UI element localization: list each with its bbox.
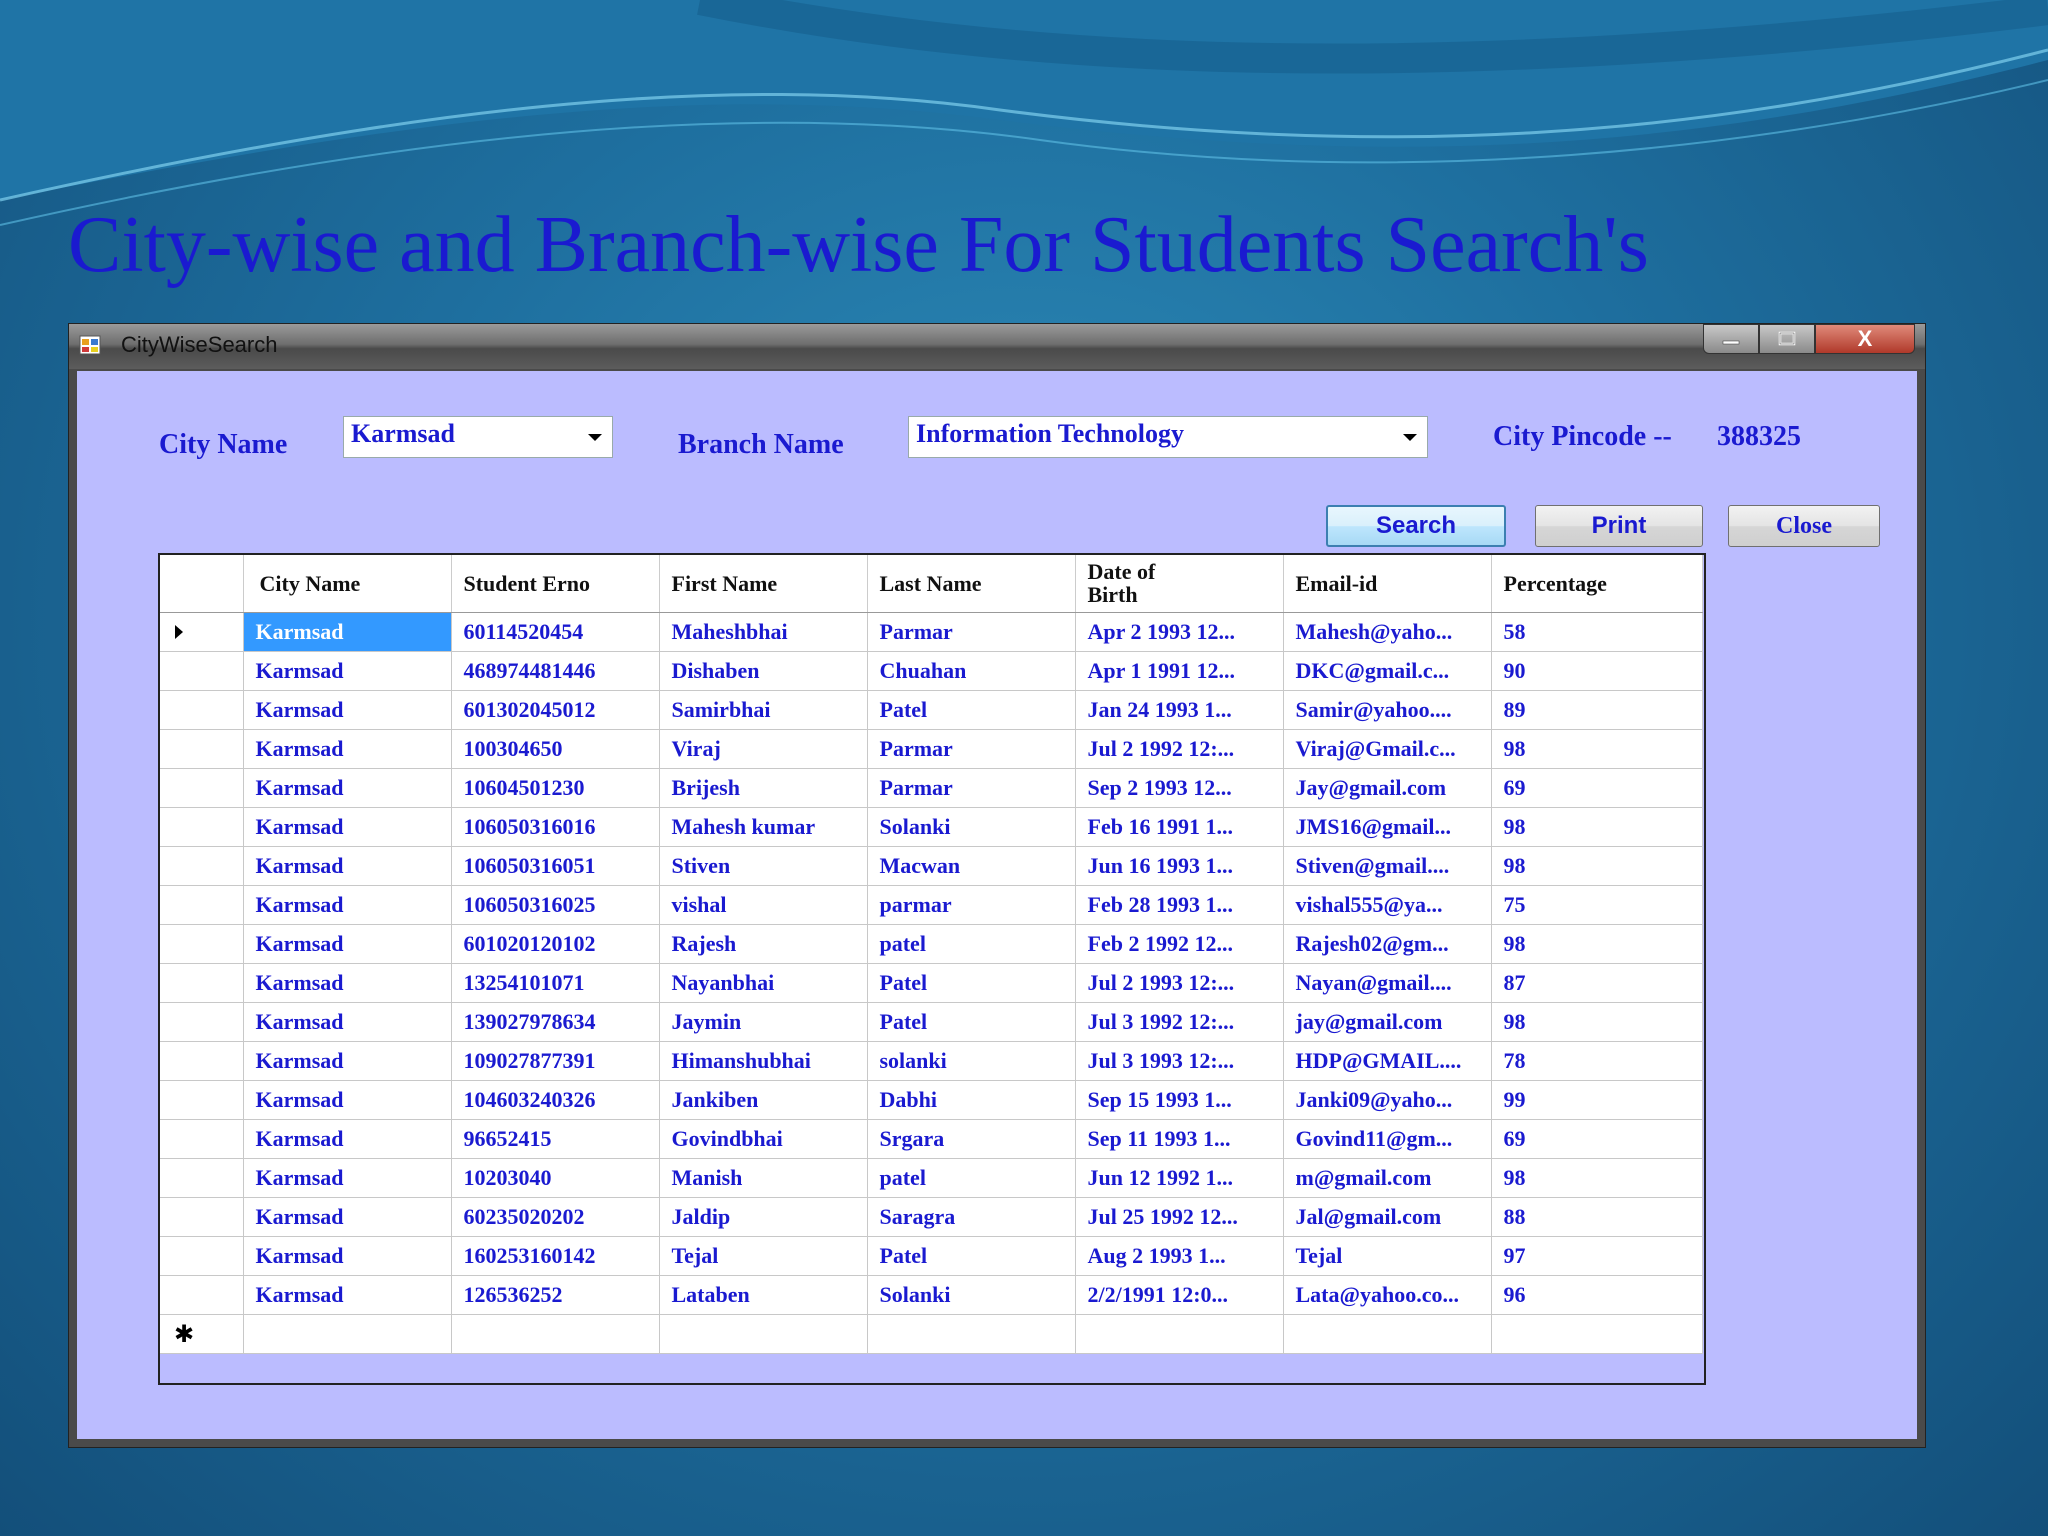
table-cell[interactable]: Karmsad [243,729,451,768]
new-row[interactable] [160,1314,1702,1353]
table-row[interactable] [160,1158,1702,1197]
table-cell[interactable]: 98 [1491,807,1702,846]
table-cell[interactable]: 106050316016 [451,807,659,846]
close-icon: X [1857,326,1873,351]
table-cell[interactable]: 98 [1491,846,1702,885]
row-header[interactable] [160,768,243,807]
app-icon [79,335,101,355]
table-cell[interactable]: Jaymin [659,1002,867,1041]
table-cell[interactable]: Jal@gmail.com [1283,1197,1491,1236]
city-pincode-value: 388325 [1717,421,1801,452]
branch-name-combobox[interactable] [908,416,1428,458]
table-row[interactable] [160,924,1702,963]
table-cell[interactable]: 99 [1491,1080,1702,1119]
table-cell[interactable]: Samir@yahoo.... [1283,690,1491,729]
table-cell[interactable]: Feb 28 1993 1... [1075,885,1283,924]
table-cell[interactable]: 69 [1491,1119,1702,1158]
table-cell[interactable]: 58 [1491,612,1702,651]
table-cell[interactable]: 97 [1491,1236,1702,1275]
table-cell[interactable] [243,1314,451,1353]
table-cell[interactable]: Sep 15 1993 1... [1075,1080,1283,1119]
grid-body [160,612,1702,1353]
column-header[interactable]: City Name [243,555,451,612]
table-cell[interactable]: parmar [867,885,1075,924]
table-row[interactable] [160,1002,1702,1041]
table-cell[interactable]: Parmar [867,768,1075,807]
table-cell[interactable]: Macwan [867,846,1075,885]
city-name-value: Karmsad [351,419,455,448]
city-pincode-label: City Pincode -- [1493,421,1672,452]
table-row[interactable] [160,690,1702,729]
row-header-corner[interactable] [160,555,243,612]
table-cell[interactable]: 88 [1491,1197,1702,1236]
table-cell[interactable]: Patel [867,1236,1075,1275]
row-header[interactable] [160,651,243,690]
table-cell[interactable]: Lata@yahoo.co... [1283,1275,1491,1314]
table-cell[interactable]: Jul 25 1992 12... [1075,1197,1283,1236]
table-cell[interactable]: solanki [867,1041,1075,1080]
table-cell[interactable]: m@gmail.com [1283,1158,1491,1197]
table-cell[interactable] [1283,1314,1491,1353]
table-cell[interactable]: Karmsad [243,690,451,729]
row-header[interactable] [160,690,243,729]
table-cell[interactable]: Jul 3 1992 12:... [1075,1002,1283,1041]
table-cell[interactable]: 126536252 [451,1275,659,1314]
table-row[interactable] [160,1080,1702,1119]
table-cell[interactable]: 100304650 [451,729,659,768]
column-header[interactable]: Email-id [1283,555,1491,612]
table-cell[interactable]: Lataben [659,1275,867,1314]
table-cell[interactable]: Viraj [659,729,867,768]
table-cell[interactable]: 139027978634 [451,1002,659,1041]
table-cell[interactable]: 13254101071 [451,963,659,1002]
column-header[interactable]: Date of Birth [1075,555,1283,612]
table-cell[interactable]: 90 [1491,651,1702,690]
close-button[interactable]: Close [1728,505,1880,547]
table-row[interactable] [160,1236,1702,1275]
row-header[interactable] [160,1314,243,1353]
table-row[interactable] [160,807,1702,846]
search-button[interactable]: Search [1326,505,1506,547]
table-cell[interactable]: Tejal [659,1236,867,1275]
table-cell[interactable]: Karmsad [243,1119,451,1158]
column-header[interactable]: Student Erno [451,555,659,612]
table-cell[interactable]: 87 [1491,963,1702,1002]
table-cell[interactable]: Samirbhai [659,690,867,729]
table-cell[interactable]: 2/2/1991 12:0... [1075,1275,1283,1314]
table-cell[interactable]: Dishaben [659,651,867,690]
row-header[interactable] [160,846,243,885]
table-cell[interactable]: 10203040 [451,1158,659,1197]
branch-name-label: Branch Name [678,429,844,460]
row-header[interactable] [160,1002,243,1041]
row-header[interactable] [160,963,243,1002]
row-header[interactable] [160,924,243,963]
table-cell[interactable]: Rajesh02@gm... [1283,924,1491,963]
table-cell[interactable]: 98 [1491,924,1702,963]
table-row[interactable] [160,768,1702,807]
table-cell[interactable]: Solanki [867,1275,1075,1314]
table-cell[interactable]: Govind11@gm... [1283,1119,1491,1158]
row-header[interactable] [160,1275,243,1314]
row-header[interactable] [160,1236,243,1275]
table-cell[interactable]: Apr 2 1993 12... [1075,612,1283,651]
table-cell[interactable]: 160253160142 [451,1236,659,1275]
maximize-button[interactable] [1759,324,1815,354]
window-close-button[interactable] [1815,324,1915,354]
column-header[interactable]: Last Name [867,555,1075,612]
table-cell[interactable]: Jul 2 1992 12:... [1075,729,1283,768]
table-cell[interactable]: Jun 16 1993 1... [1075,846,1283,885]
table-cell[interactable]: Jay@gmail.com [1283,768,1491,807]
table-row[interactable] [160,846,1702,885]
table-cell[interactable]: Stiven@gmail.... [1283,846,1491,885]
table-row[interactable] [160,963,1702,1002]
new-row-icon: ✱ [174,1319,195,1348]
city-name-label: City Name [159,429,288,460]
window-title: CityWiseSearch [121,332,278,357]
table-cell[interactable]: 60114520454 [451,612,659,651]
table-cell[interactable] [451,1314,659,1353]
table-cell[interactable] [867,1314,1075,1353]
table-cell[interactable]: Karmsad [243,963,451,1002]
table-cell[interactable]: Karmsad [243,1080,451,1119]
table-row[interactable] [160,1275,1702,1314]
table-cell[interactable]: Patel [867,963,1075,1002]
minimize-button[interactable] [1703,324,1759,354]
table-cell[interactable]: Karmsad [243,807,451,846]
table-cell[interactable]: 98 [1491,1158,1702,1197]
table-cell[interactable]: Jan 24 1993 1... [1075,690,1283,729]
row-header[interactable] [160,612,243,651]
table-cell[interactable]: Karmsad [243,768,451,807]
table-cell[interactable]: 98 [1491,1002,1702,1041]
table-cell[interactable]: 98 [1491,729,1702,768]
table-cell[interactable]: 601020120102 [451,924,659,963]
current-row-pointer-icon [175,625,183,639]
table-cell[interactable]: Solanki [867,807,1075,846]
table-cell[interactable]: vishal [659,885,867,924]
table-cell[interactable]: Sep 2 1993 12... [1075,768,1283,807]
table-cell[interactable]: patel [867,924,1075,963]
table-cell[interactable]: Srgara [867,1119,1075,1158]
column-header[interactable]: Percentage [1491,555,1702,612]
table-row[interactable] [160,885,1702,924]
table-cell[interactable]: Mahesh@yaho... [1283,612,1491,651]
table-cell[interactable]: Karmsad [243,1275,451,1314]
table-cell[interactable]: Chuahan [867,651,1075,690]
table-cell[interactable] [1075,1314,1283,1353]
table-cell[interactable]: 69 [1491,768,1702,807]
table-cell[interactable]: Rajesh [659,924,867,963]
table-cell[interactable]: Jankiben [659,1080,867,1119]
student-table [160,555,1703,1354]
table-cell[interactable]: Karmsad [243,651,451,690]
table-cell[interactable]: 78 [1491,1041,1702,1080]
table-row[interactable] [160,612,1702,651]
table-cell[interactable]: 106050316025 [451,885,659,924]
table-cell[interactable]: 60235020202 [451,1197,659,1236]
table-cell[interactable]: Feb 2 1992 12... [1075,924,1283,963]
grid-header-row [160,555,1702,612]
table-cell[interactable]: DKC@gmail.c... [1283,651,1491,690]
table-cell[interactable]: Apr 1 1991 12... [1075,651,1283,690]
table-cell[interactable]: 89 [1491,690,1702,729]
table-cell[interactable]: Karmsad [243,924,451,963]
table-cell[interactable]: Nayanbhai [659,963,867,1002]
table-cell[interactable]: Nayan@gmail.... [1283,963,1491,1002]
table-cell[interactable]: Karmsad [243,612,451,651]
student-data-grid[interactable] [158,553,1706,1385]
chevron-down-icon[interactable] [1403,434,1417,441]
table-cell[interactable]: vishal555@ya... [1283,885,1491,924]
table-cell[interactable]: 96 [1491,1275,1702,1314]
table-cell[interactable]: Govindbhai [659,1119,867,1158]
print-button[interactable]: Print [1535,505,1703,547]
table-cell[interactable]: Karmsad [243,885,451,924]
table-cell[interactable]: Patel [867,1002,1075,1041]
table-cell[interactable]: Sep 11 1993 1... [1075,1119,1283,1158]
table-cell[interactable]: Karmsad [243,1236,451,1275]
table-cell[interactable] [1491,1314,1702,1353]
table-cell[interactable]: Parmar [867,729,1075,768]
table-row[interactable] [160,1041,1702,1080]
table-cell[interactable]: Karmsad [243,846,451,885]
table-cell[interactable]: Maheshbhai [659,612,867,651]
table-cell[interactable]: Stiven [659,846,867,885]
table-cell[interactable]: 109027877391 [451,1041,659,1080]
table-cell[interactable]: Saragra [867,1197,1075,1236]
table-cell[interactable]: 96652415 [451,1119,659,1158]
table-row[interactable] [160,1119,1702,1158]
row-header[interactable] [160,1119,243,1158]
table-cell[interactable]: Manish [659,1158,867,1197]
table-cell[interactable]: Karmsad [243,1002,451,1041]
table-cell[interactable]: Mahesh kumar [659,807,867,846]
table-cell[interactable]: Karmsad [243,1197,451,1236]
table-cell[interactable]: Jul 2 1993 12:... [1075,963,1283,1002]
minimize-icon [1721,332,1741,346]
row-header[interactable] [160,1197,243,1236]
slide-title: City-wise and Branch-wise For Students Search's [68,201,1649,289]
table-row[interactable] [160,651,1702,690]
table-cell[interactable]: 75 [1491,885,1702,924]
city-name-combobox[interactable] [343,416,613,458]
table-cell[interactable]: Jaldip [659,1197,867,1236]
window-titlebar[interactable] [69,324,1925,369]
table-cell[interactable]: Karmsad [243,1158,451,1197]
table-cell[interactable]: 10604501230 [451,768,659,807]
column-header[interactable]: First Name [659,555,867,612]
table-row[interactable] [160,729,1702,768]
table-cell[interactable]: Brijesh [659,768,867,807]
row-header[interactable] [160,807,243,846]
table-cell[interactable]: Feb 16 1991 1... [1075,807,1283,846]
table-cell[interactable]: Dabhi [867,1080,1075,1119]
table-cell[interactable]: patel [867,1158,1075,1197]
table-row[interactable] [160,1197,1702,1236]
table-cell[interactable]: Patel [867,690,1075,729]
table-cell[interactable]: Tejal [1283,1236,1491,1275]
table-cell[interactable]: Jun 12 1992 1... [1075,1158,1283,1197]
table-cell[interactable]: 468974481446 [451,651,659,690]
table-cell[interactable]: HDP@GMAIL.... [1283,1041,1491,1080]
table-cell[interactable]: jay@gmail.com [1283,1002,1491,1041]
table-cell[interactable]: 601302045012 [451,690,659,729]
row-header[interactable] [160,885,243,924]
table-cell[interactable]: Aug 2 1993 1... [1075,1236,1283,1275]
table-cell[interactable]: 104603240326 [451,1080,659,1119]
row-header[interactable] [160,729,243,768]
table-cell[interactable] [659,1314,867,1353]
row-header[interactable] [160,1041,243,1080]
table-cell[interactable]: Viraj@Gmail.c... [1283,729,1491,768]
table-cell[interactable]: Himanshubhai [659,1041,867,1080]
table-cell[interactable]: Parmar [867,612,1075,651]
row-header[interactable] [160,1158,243,1197]
chevron-down-icon[interactable] [588,434,602,441]
branch-name-value: Information Technology [916,419,1184,448]
row-header[interactable] [160,1080,243,1119]
table-cell[interactable]: JMS16@gmail... [1283,807,1491,846]
table-cell[interactable]: Karmsad [243,1041,451,1080]
table-cell[interactable]: Janki09@yaho... [1283,1080,1491,1119]
maximize-icon [1777,331,1797,347]
table-cell[interactable]: Jul 3 1993 12:... [1075,1041,1283,1080]
table-cell[interactable]: 106050316051 [451,846,659,885]
